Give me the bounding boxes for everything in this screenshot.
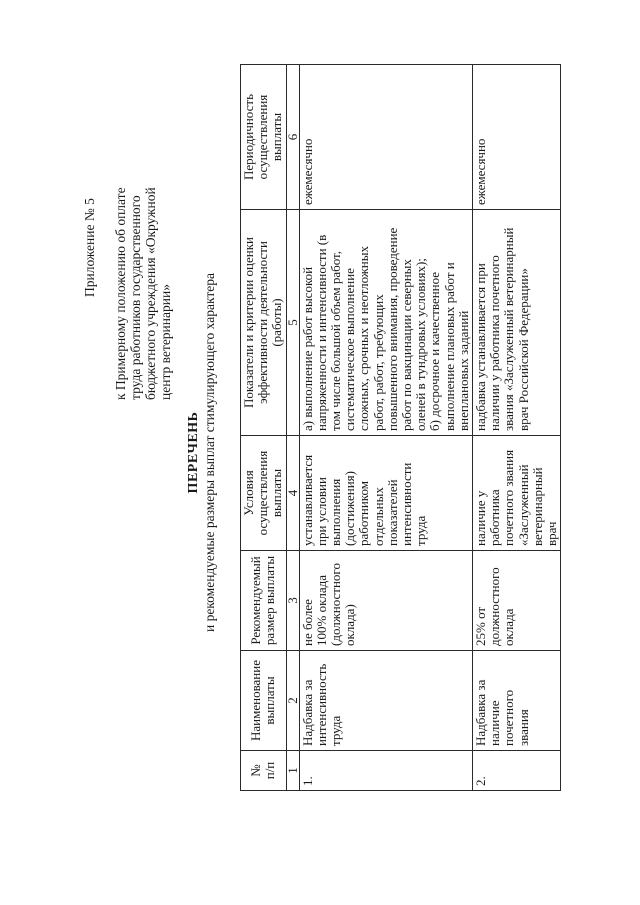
table-cell xyxy=(299,436,472,551)
cell-line: выплаты xyxy=(262,676,278,725)
cell-line: труда xyxy=(328,715,344,746)
cell-line: «Заслуженный xyxy=(515,464,531,546)
cell-line: (должностного xyxy=(328,563,344,646)
column-header xyxy=(241,65,287,210)
cell-line: (достижения) xyxy=(342,471,358,546)
column-number: 1 xyxy=(286,751,299,791)
table-header-row xyxy=(241,65,287,791)
payments-table xyxy=(240,64,561,791)
column-number: 5 xyxy=(286,210,299,436)
cell-line: напряженности и интенсивности (в xyxy=(313,234,329,431)
cell-line: оленей в тундровых условиях); xyxy=(413,258,429,431)
cell-line: работником xyxy=(356,481,372,546)
cell-line: работника xyxy=(487,489,503,546)
appendix-heading xyxy=(82,160,173,400)
cell-line: почетного звания xyxy=(501,449,517,546)
column-number: 3 xyxy=(286,551,299,651)
cell-line: оклада) xyxy=(342,604,358,646)
cell-line: внеплановых заданий xyxy=(455,310,471,431)
cell-line: выплаты xyxy=(269,468,285,518)
cell-line: осуществления xyxy=(255,450,271,536)
cell-line: 100% оклада xyxy=(313,574,329,646)
cell-line: интенсивность xyxy=(313,663,329,746)
reference-line: центр ветеринарии» xyxy=(158,284,173,400)
column-header xyxy=(241,436,287,551)
reference-line: к Примерному положению об оплате xyxy=(113,187,128,400)
cell-line: Показатели и критерии оценки xyxy=(241,236,256,409)
cell-line: том числе большой объем работ, xyxy=(328,250,344,431)
table-cell xyxy=(473,651,561,751)
reference-line: бюджетного учреждения «Окружной xyxy=(143,187,158,400)
document-subtitle: и рекомендуемые размеры выплат стимулирующего характера xyxy=(202,272,217,633)
cell-line: не более xyxy=(299,599,315,646)
cell-line: повышенного внимания, проведение xyxy=(384,227,400,431)
cell-line: звания xyxy=(515,709,531,746)
table-row xyxy=(299,65,472,791)
cell-line: звания «Заслуженный ветеринарный xyxy=(501,227,517,431)
table-cell xyxy=(473,210,561,436)
column-header xyxy=(241,651,287,751)
column-header xyxy=(241,751,287,791)
cell-line: надбавка устанавливается при xyxy=(473,263,489,431)
table-cell xyxy=(299,751,472,791)
cell-line: ежемесячно xyxy=(299,138,315,205)
table-cell xyxy=(473,65,561,210)
table-cell xyxy=(299,65,472,210)
appendix-number: Приложение № 5 xyxy=(82,198,97,297)
cell-line: Надбавка за xyxy=(473,679,489,746)
column-number: 4 xyxy=(286,436,299,551)
reference-line: труда работников государственного xyxy=(128,195,143,400)
table-cell xyxy=(473,551,561,651)
appendix-reference xyxy=(113,160,173,400)
cell-line: выплаты xyxy=(269,112,285,162)
cell-line: выполнения xyxy=(328,478,344,546)
column-header xyxy=(241,551,287,651)
cell-line: Наименование xyxy=(248,660,264,741)
table-cell xyxy=(299,210,472,436)
cell-line: наличии у работника почетного xyxy=(487,255,503,431)
cell-line: размер выплаты xyxy=(262,555,278,646)
cell-line: сложных, срочных и неотложных xyxy=(356,246,372,431)
cell-line: Периодичность xyxy=(241,94,256,181)
cell-line: а) выполнение работ высокой xyxy=(299,266,315,431)
cell-line: № xyxy=(248,764,264,777)
table-cell xyxy=(473,751,561,791)
cell-line: труда xyxy=(413,515,429,546)
cell-line: почетного xyxy=(501,689,517,746)
cell-line: должностного xyxy=(487,567,503,646)
cell-line: 25% от xyxy=(473,606,489,646)
column-number: 2 xyxy=(286,651,299,751)
table-row xyxy=(473,65,561,791)
column-number: 6 xyxy=(286,65,299,210)
table-cell xyxy=(299,651,472,751)
cell-line: устанавливается xyxy=(299,454,315,546)
cell-line: интенсивности xyxy=(399,462,415,546)
cell-line: выполнение плановых работ и xyxy=(441,262,457,431)
cell-line: работ, работ, требующих xyxy=(370,294,386,431)
cell-line: ветеринарный врач xyxy=(529,467,560,546)
cell-line: Рекомендуемый xyxy=(248,556,264,645)
cell-line: 2. xyxy=(473,776,489,786)
cell-line: врач Российской Федерации» xyxy=(515,268,531,431)
cell-line: 1. xyxy=(299,776,315,786)
column-number-row xyxy=(286,65,299,791)
cell-line: ежемесячно xyxy=(473,138,489,205)
cell-line: п/п xyxy=(262,761,278,780)
cell-line: работ по вакцинации северных xyxy=(399,259,415,431)
table-cell xyxy=(473,436,561,551)
cell-line: Надбавка за xyxy=(299,679,315,746)
cell-line: систематическое выполнение xyxy=(342,268,358,431)
cell-line: показателей xyxy=(384,479,400,546)
cell-line: (работы) xyxy=(269,298,285,347)
cell-line: оклада xyxy=(501,608,517,646)
cell-line: при условии xyxy=(313,477,329,546)
cell-line: осуществления xyxy=(255,94,271,180)
cell-line: б) досрочное и качественное xyxy=(427,271,443,431)
document-title: ПЕРЕЧЕНЬ xyxy=(186,411,201,494)
cell-line: наличие у xyxy=(473,490,489,546)
cell-line: Условия xyxy=(241,470,256,516)
table-cell xyxy=(299,551,472,651)
cell-line: наличие xyxy=(487,700,503,746)
column-header xyxy=(241,210,287,436)
cell-line: эффективности деятельности xyxy=(255,241,271,404)
cell-line: отдельных xyxy=(370,487,386,546)
